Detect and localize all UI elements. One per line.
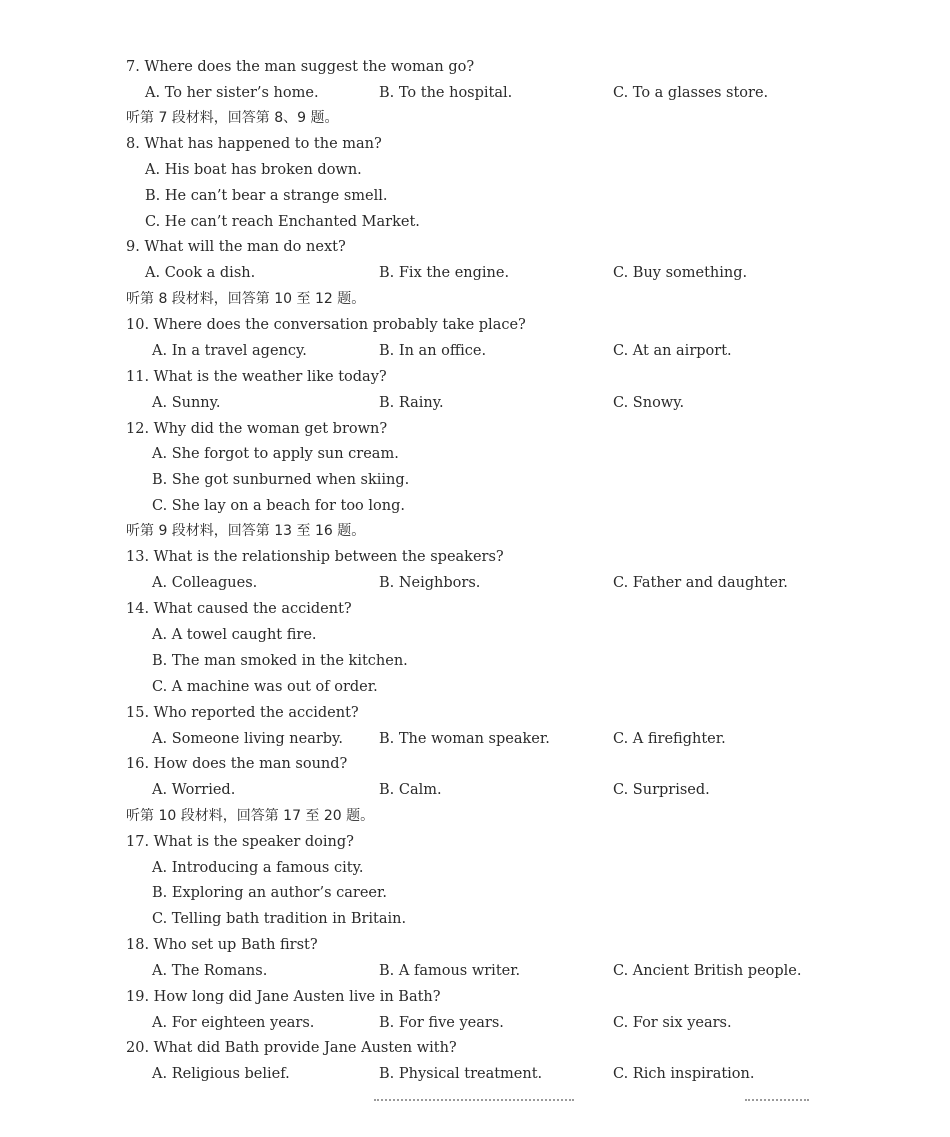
options-10 [0,338,950,364]
section-instruction-9 [0,518,950,544]
footer-mark-right [745,1099,809,1103]
option-b: B. She got sunburned when skiing. [152,472,410,488]
options-11 [0,390,950,416]
option-14b [0,648,950,674]
option-c: C. Buy something. [613,265,748,281]
option-c: C. A machine was out of order. [152,679,378,695]
option-b: B. To the hospital. [379,85,513,101]
option-c: C. To a glasses store. [613,85,769,101]
footer-mark-left [374,1099,574,1103]
question-12 [0,416,950,442]
option-b: B. In an office. [379,343,487,359]
options-16 [0,777,950,803]
option-12c [0,493,950,519]
question-8 [0,131,950,157]
page-footer-faded [0,1096,950,1104]
options-9 [0,260,950,286]
option-a: A. A towel caught fire. [152,627,317,643]
option-a: A. She forgot to apply sun cream. [152,446,399,462]
option-14a [0,622,950,648]
question-text: 11. What is the weather like today? [126,369,387,385]
option-17a [0,855,950,881]
question-17 [0,829,950,855]
options-13 [0,570,950,596]
option-a: A. Religious belief. [152,1066,290,1082]
question-text: 7. Where does the man suggest the woman go? [126,59,475,75]
option-c: C. Surprised. [613,782,710,798]
options-15 [0,726,950,752]
option-a: A. Cook a dish. [145,265,256,281]
question-text: 14. What caused the accident? [126,601,352,617]
option-c: C. For six years. [613,1015,732,1031]
question-16 [0,751,950,777]
option-c: C. Telling bath tradition in Britain. [152,911,407,927]
option-a: A. Worried. [152,782,236,798]
instruction-text: 听第 10 段材料，回答第 17 至 20 题。 [126,808,375,824]
option-c: C. Snowy. [613,395,685,411]
option-12b [0,467,950,493]
option-a: A. Sunny. [152,395,221,411]
question-18 [0,932,950,958]
option-14c [0,674,950,700]
question-10 [0,312,950,338]
question-text: 17. What is the speaker doing? [126,834,354,850]
option-8a [0,157,950,183]
question-text: 13. What is the relationship between the speakers? [126,549,504,565]
instruction-text: 听第 9 段材料，回答第 13 至 16 题。 [126,523,366,539]
options-19 [0,1010,950,1036]
question-text: 12. Why did the woman get brown? [126,421,388,437]
instruction-text: 听第 7 段材料，回答第 8、9 题。 [126,110,339,126]
question-13 [0,544,950,570]
option-a: A. For eighteen years. [152,1015,315,1031]
option-a: A. Colleagues. [152,575,258,591]
option-b: B. Fix the engine. [379,265,510,281]
option-c: C. At an airport. [613,343,732,359]
option-a: A. Someone living nearby. [152,731,343,747]
option-c: C. A firefighter. [613,731,726,747]
question-text: 9. What will the man do next? [126,239,346,255]
option-12a [0,441,950,467]
option-8b [0,183,950,209]
options-18 [0,958,950,984]
option-a: A. To her sister’s home. [145,85,319,101]
option-8c [0,209,950,235]
option-c: C. He can’t reach Enchanted Market. [145,214,420,230]
option-c: C. Rich inspiration. [613,1066,755,1082]
question-text: 15. Who reported the accident? [126,705,359,721]
option-a: A. The Romans. [152,963,268,979]
options-7 [0,80,950,106]
question-text: 18. Who set up Bath first? [126,937,318,953]
question-text: 20. What did Bath provide Jane Austen with? [126,1040,457,1056]
option-c: C. Father and daughter. [613,575,788,591]
question-7 [0,54,950,80]
question-text: 19. How long did Jane Austen live in Bath? [126,989,441,1005]
question-20 [0,1035,950,1061]
instruction-text: 听第 8 段材料，回答第 10 至 12 题。 [126,291,366,307]
option-17c [0,906,950,932]
question-text: 8. What has happened to the man? [126,136,382,152]
question-15 [0,700,950,726]
option-b: B. The man smoked in the kitchen. [152,653,408,669]
option-17b [0,880,950,906]
option-a: A. In a travel agency. [152,343,307,359]
question-9 [0,234,950,260]
option-a: A. His boat has broken down. [145,162,362,178]
option-b: B. Exploring an author’s career. [152,885,387,901]
question-text: 10. Where does the conversation probably take place? [126,317,526,333]
question-19 [0,984,950,1010]
section-instruction-8 [0,286,950,312]
options-20 [0,1061,950,1087]
option-b: B. The woman speaker. [379,731,550,747]
option-c: C. Ancient British people. [613,963,802,979]
question-11 [0,364,950,390]
option-c: C. She lay on a beach for too long. [152,498,405,514]
option-b: B. He can’t bear a strange smell. [145,188,388,204]
section-instruction-10 [0,803,950,829]
option-b: B. Neighbors. [379,575,481,591]
option-b: B. For five years. [379,1015,504,1031]
section-instruction-7 [0,105,950,131]
option-b: B. Physical treatment. [379,1066,543,1082]
option-b: B. Calm. [379,782,442,798]
option-b: B. Rainy. [379,395,444,411]
question-text: 16. How does the man sound? [126,756,348,772]
question-14 [0,596,950,622]
option-a: A. Introducing a famous city. [152,860,364,876]
option-b: B. A famous writer. [379,963,521,979]
